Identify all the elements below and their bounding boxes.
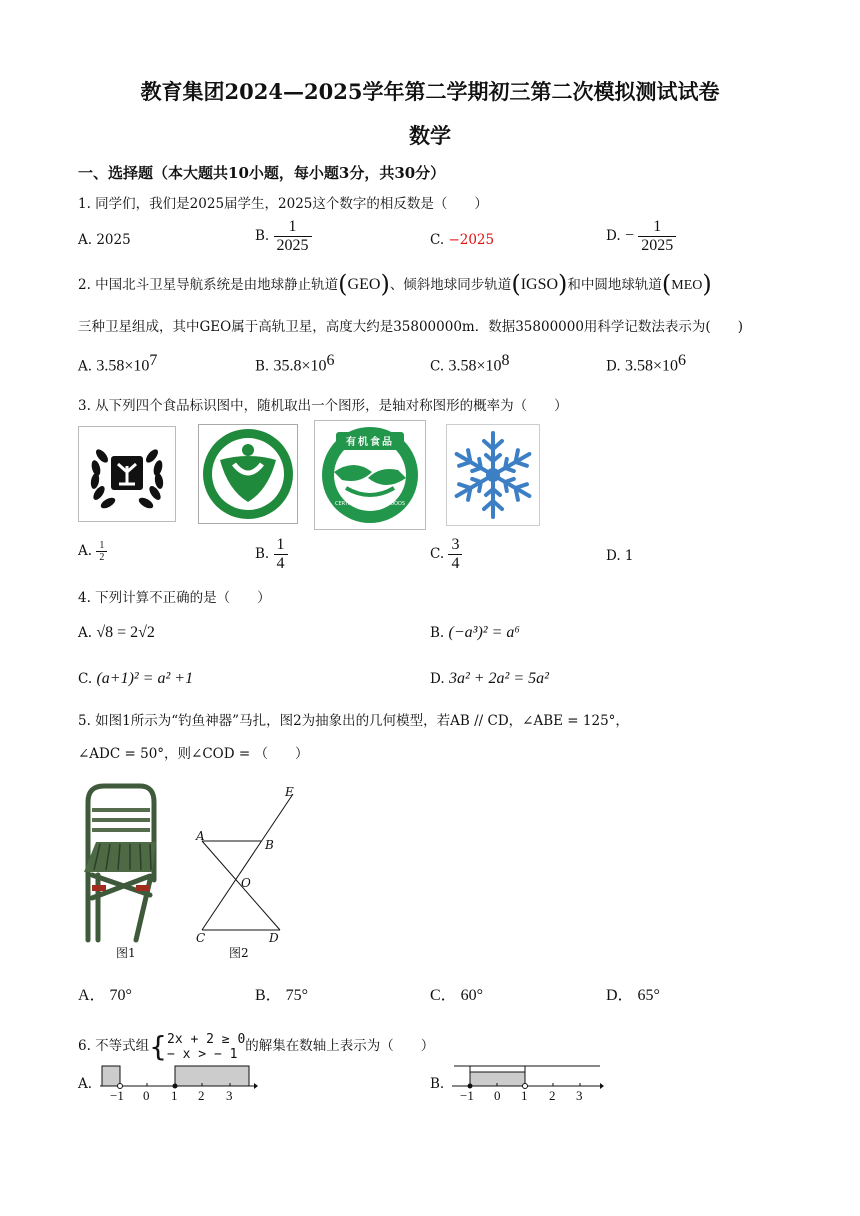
q6-option-a-label: A. — [78, 1076, 93, 1092]
exponent: 7 — [149, 352, 158, 369]
tick-label: 1 — [171, 1088, 178, 1103]
q2-text-c: 和中圆地球轨道 — [567, 277, 662, 293]
numerator: 3 — [448, 536, 462, 555]
option-value: −2025 — [448, 232, 495, 248]
q5-option-b: B． 75° — [255, 987, 309, 1004]
tick-label: 0 — [494, 1088, 501, 1103]
q4-option-a — [78, 624, 155, 642]
point-label-c: C — [196, 931, 206, 945]
fraction — [448, 536, 462, 573]
q5-option-d: D． 65° — [606, 987, 660, 1004]
numerator: 1 — [96, 540, 107, 552]
tick-label: 0 — [143, 1088, 150, 1103]
q6-text-b: 的解集在数轴上表示为（ ） — [245, 1038, 435, 1054]
option-expression: (−a³)² = a⁶ — [448, 624, 520, 641]
q3-option-a — [78, 540, 107, 563]
q6-text-a: 6. 不等式组 — [78, 1038, 150, 1054]
inequality-system — [167, 1032, 245, 1062]
point-label-d: D — [269, 931, 279, 945]
option-base: 3.58×10 — [448, 357, 502, 375]
organic-logo-text: 有机食品 — [346, 437, 394, 448]
option-label: B. — [255, 358, 270, 375]
option-expression: 3a² + 2a² = 5a² — [448, 670, 549, 687]
organic-logo-ring-text: CERTIFIED ORGANIC FOODS — [334, 501, 405, 507]
denominator: 2 — [99, 552, 105, 563]
inequality-2: − x > − 1 — [167, 1046, 238, 1062]
q3-option-d: D. 1 — [606, 548, 634, 564]
denominator: 4 — [276, 555, 285, 572]
q2-text-a: 2. 中国北斗卫星导航系统是由地球静止轨道 — [78, 277, 339, 293]
q1-option-a: A. 2025 — [78, 232, 131, 248]
q2-text-b: 、倾斜地球同步轨道 — [389, 277, 512, 293]
option-label: D. — [606, 358, 621, 375]
exponent: 6 — [326, 352, 335, 369]
exponent: 8 — [501, 352, 510, 369]
q1-option-c — [430, 232, 494, 248]
geometry-figure — [190, 784, 300, 946]
option-expression: √8 = 2√2 — [96, 624, 155, 641]
exponent: 6 — [677, 352, 686, 369]
option-label: A. — [78, 625, 93, 641]
option-label: D. — [606, 228, 621, 244]
q2-line2: 三种卫星组成，其中GEO属于高轨卫星，高度大约是35800000m．数据35800000用科学记数法表示为( ) — [78, 319, 743, 335]
q1-stem: 1. 同学们，我们是2025届学生，2025这个数字的相反数是（ ） — [78, 196, 488, 212]
logo-wreath-icon — [78, 426, 176, 522]
q6-option-b-label: B. — [430, 1076, 445, 1092]
option-label: A. — [78, 358, 93, 375]
q4-option-c — [78, 670, 193, 688]
option-label: C. — [430, 358, 445, 375]
q2-line1: 2. 中国北斗卫星导航系统是由地球静止轨道(GEO)、倾斜地球同步轨道(IGSO)和中圆地球轨道(MEO) — [78, 270, 712, 298]
tick-label: 3 — [576, 1088, 583, 1103]
q5-option-a: A． 70° — [78, 987, 132, 1004]
denominator: 4 — [451, 555, 460, 572]
q1-option-d — [606, 218, 676, 255]
q3-option-b — [255, 536, 288, 573]
tick-label: −1 — [460, 1088, 474, 1103]
section-heading: 一、选择题（本大题共10小题，每小题3分，共30分） — [78, 164, 446, 182]
geo-term: GEO — [347, 276, 381, 293]
option-base: 35.8×10 — [273, 357, 327, 375]
point-label-a: A — [196, 829, 205, 843]
inequality-1: 2x + 2 ≥ 0 — [167, 1031, 246, 1047]
option-label: C. — [78, 671, 93, 687]
point-label-b: B — [265, 838, 274, 852]
q3-stem: 3. 从下列四个食品标识图中，随机取出一个图形，是轴对称图形的概率为（ ） — [78, 398, 568, 414]
numerator: 1 — [274, 218, 312, 237]
igso-term: IGSO — [520, 276, 559, 293]
option-label: C. — [430, 232, 445, 248]
q5-line1: 5. 如图1所示为“钓鱼神器”马扎，图2为抽象出的几何模型，若AB // CD，∠ABE = 125°， — [78, 713, 629, 729]
fraction — [638, 218, 676, 255]
logo-green-food-icon — [198, 424, 298, 524]
q2-option-a — [78, 352, 157, 376]
tick-label: 1 — [521, 1088, 528, 1103]
figure2-caption: 图2 — [229, 946, 249, 960]
meo-term: MEO — [671, 278, 703, 293]
figure1-caption: 图1 — [116, 946, 136, 960]
option-base: 3.58×10 — [624, 357, 678, 375]
q2-option-d — [606, 352, 686, 376]
q2-option-b — [255, 352, 335, 376]
subject-title: 数学 — [409, 123, 451, 148]
page-title: 教育集团2024—2025学年第二学期初三第二次模拟测试试卷 — [140, 79, 720, 104]
snowflake-icon — [446, 424, 540, 526]
point-label-o: O — [241, 876, 251, 890]
point-label-e: E — [285, 785, 294, 799]
q4-option-b — [430, 624, 520, 642]
option-expression: (a+1)² = a² +1 — [96, 670, 194, 687]
tick-label: 3 — [226, 1088, 233, 1103]
tick-label: 2 — [198, 1088, 205, 1103]
option-label: B. — [255, 228, 270, 244]
q6-stem: 6. 不等式组{ 2x + 2 ≥ 0 − x > − 1 的解集在数轴上表示为（ ） — [78, 1030, 435, 1063]
tick-label: −1 — [110, 1088, 124, 1103]
denominator: 2025 — [276, 237, 309, 254]
fraction — [274, 536, 288, 573]
q4-option-d — [430, 670, 549, 688]
numerator: 1 — [274, 536, 288, 555]
fraction — [274, 218, 312, 255]
tick-label: 2 — [549, 1088, 556, 1103]
q4-stem: 4. 下列计算不正确的是（ ） — [78, 590, 271, 606]
minus-sign: − — [624, 227, 634, 244]
option-label: B. — [430, 625, 445, 641]
folding-stool-figure — [78, 780, 164, 945]
q2-option-c — [430, 352, 509, 376]
q5-line2: ∠ADC = 50°，则∠COD = （ ） — [78, 746, 309, 762]
option-base: 3.58×10 — [96, 357, 150, 375]
q1-option-b — [255, 218, 312, 255]
option-label: B. — [255, 546, 270, 562]
fraction — [96, 540, 107, 563]
option-label: C. — [430, 546, 445, 562]
numerator: 1 — [638, 218, 676, 237]
q5-option-c: C． 60° — [430, 987, 484, 1004]
q3-option-c — [430, 536, 462, 573]
denominator: 2025 — [641, 237, 674, 254]
option-label: D. — [430, 671, 445, 687]
option-label: A. — [78, 543, 93, 559]
